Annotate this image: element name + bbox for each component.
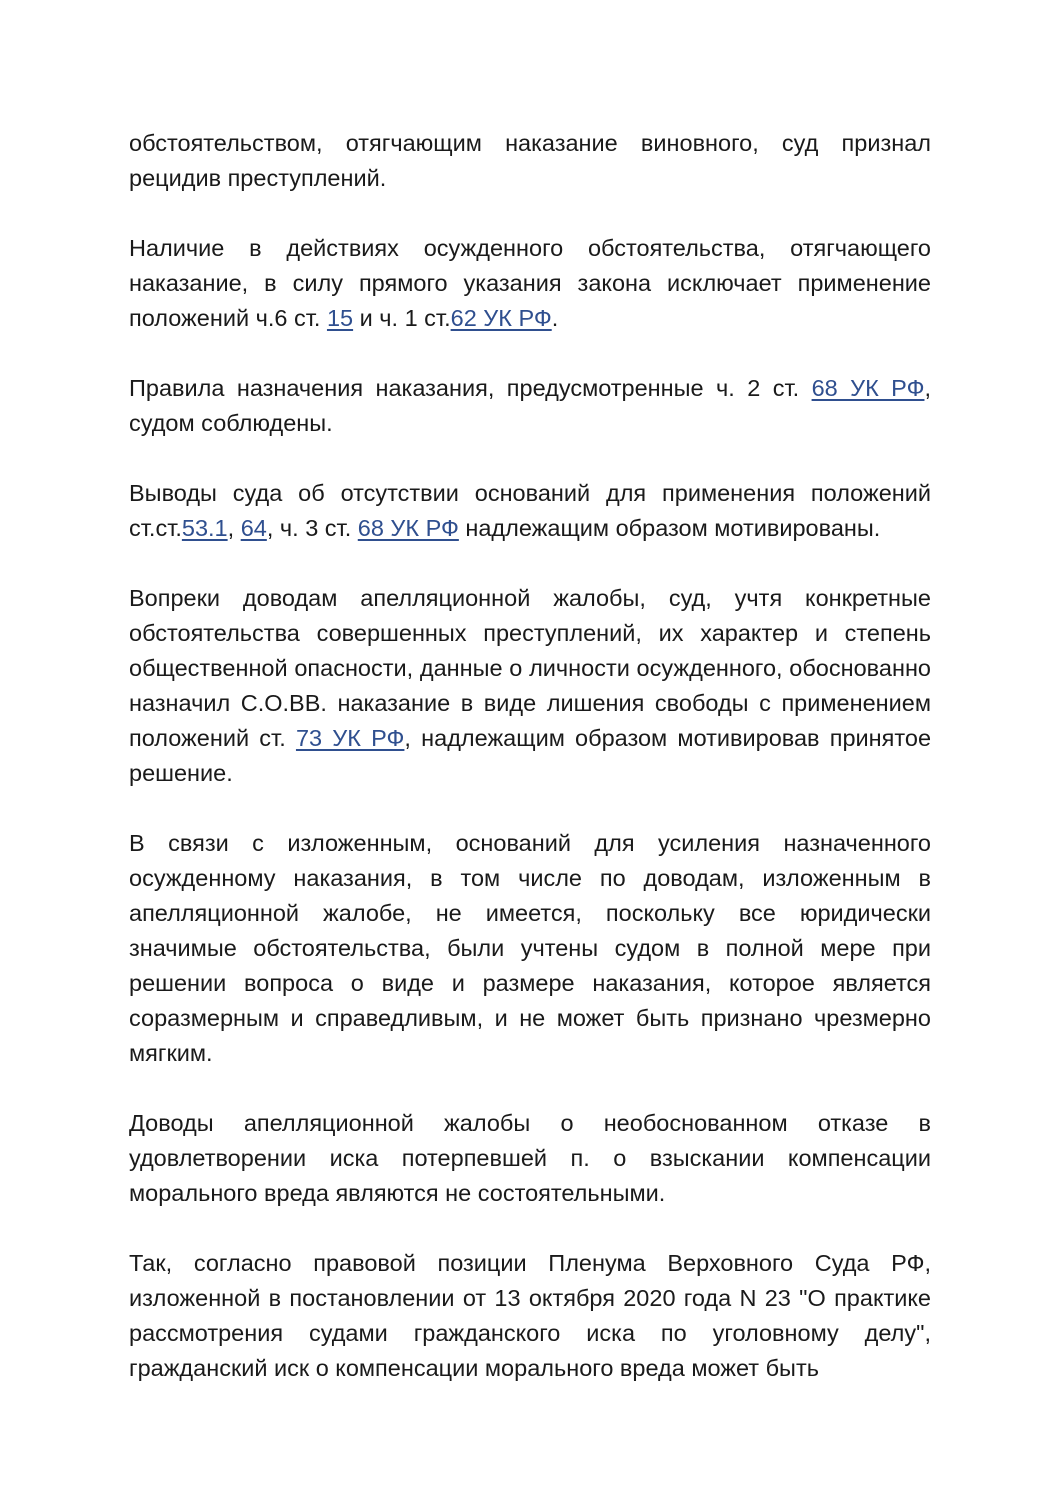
paragraph-no-grounds-for-increase: В связи с изложенным, оснований для усиления назначенного осужденному наказания, в том числе по доводам, изложенным в апелляционной жалобе, не имеется, поскольку все юридически значимые обстоятельства, были учтены судом в полной мере при решении вопроса о виде и размере наказания, которое является соразмерным и справедливым, и не может быть признано чрезмерно мягким.: [129, 830, 931, 1066]
link-article-53-1[interactable]: 53.1: [181, 515, 228, 541]
paragraph-moral-damage-claim: Доводы апелляционной жалобы о необоснованном отказе в удовлетворении иска потерпевшей п. о взыскании компенсации морального вреда являются не состоятельными.: [129, 1110, 931, 1206]
link-article-68-uk-rf-part-3[interactable]: 68 УК РФ: [357, 515, 459, 541]
paragraph-aggravating-circumstance: обстоятельством, отягчающим наказание виновного, суд признал рецидив преступлений.: [129, 130, 931, 191]
paragraph-text: надлежащим образом мотивированы.: [458, 515, 881, 541]
link-article-68-uk-rf[interactable]: 68 УК РФ: [811, 375, 925, 401]
paragraph-text: ,: [227, 515, 241, 541]
paragraph-text: и ч. 1 ст.: [353, 305, 451, 331]
link-article-62-uk-rf[interactable]: 62 УК РФ: [450, 305, 552, 331]
paragraph-exclusion-of-provisions: [129, 231, 931, 336]
paragraph-text: .: [551, 305, 559, 331]
paragraph-plenum-position: Так, согласно правовой позиции Пленума Верховного Суда РФ, изложенной в постановлении от 13 октября 2020 года N 23 "О практике рассмотрения судами гражданского иска по уголовному делу", гражданский иск о компенсации морального вреда может быть: [129, 1250, 931, 1381]
paragraph-court-conclusions: [129, 476, 931, 546]
link-article-73-uk-rf[interactable]: 73 УК РФ: [295, 725, 405, 751]
paragraph-text: , судом соблюдены.: [129, 375, 931, 436]
link-article-64[interactable]: 64: [240, 515, 267, 541]
paragraph-appeal-arguments: [129, 581, 931, 791]
paragraph-text: Вопреки доводам апелляционной жалобы, суд, учтя конкретные обстоятельства совершенных преступлений, их характер и степень общественной опасности, данные о личности осужденного, обоснованно назначил С.О.ВВ. наказание в виде лишения свободы с применением положений ст.: [129, 585, 931, 751]
paragraph-text: , надлежащим образом мотивировав принятое решение.: [129, 725, 932, 786]
paragraph-text: Выводы суда об отсутствии оснований для применения положений ст.ст.: [129, 480, 931, 541]
document-body: [129, 126, 931, 1386]
paragraph-sentencing-rules: [129, 371, 931, 441]
paragraph-text: Правила назначения наказания, предусмотренные ч. 2 ст.: [129, 375, 812, 401]
paragraph-text: Наличие в действиях осужденного обстоятельства, отягчающего наказание, в силу прямого указания закона исключает применение положений ч.6 ст.: [129, 235, 931, 331]
paragraph-text: , ч. 3 ст.: [266, 515, 358, 541]
link-article-15[interactable]: 15: [326, 305, 354, 331]
